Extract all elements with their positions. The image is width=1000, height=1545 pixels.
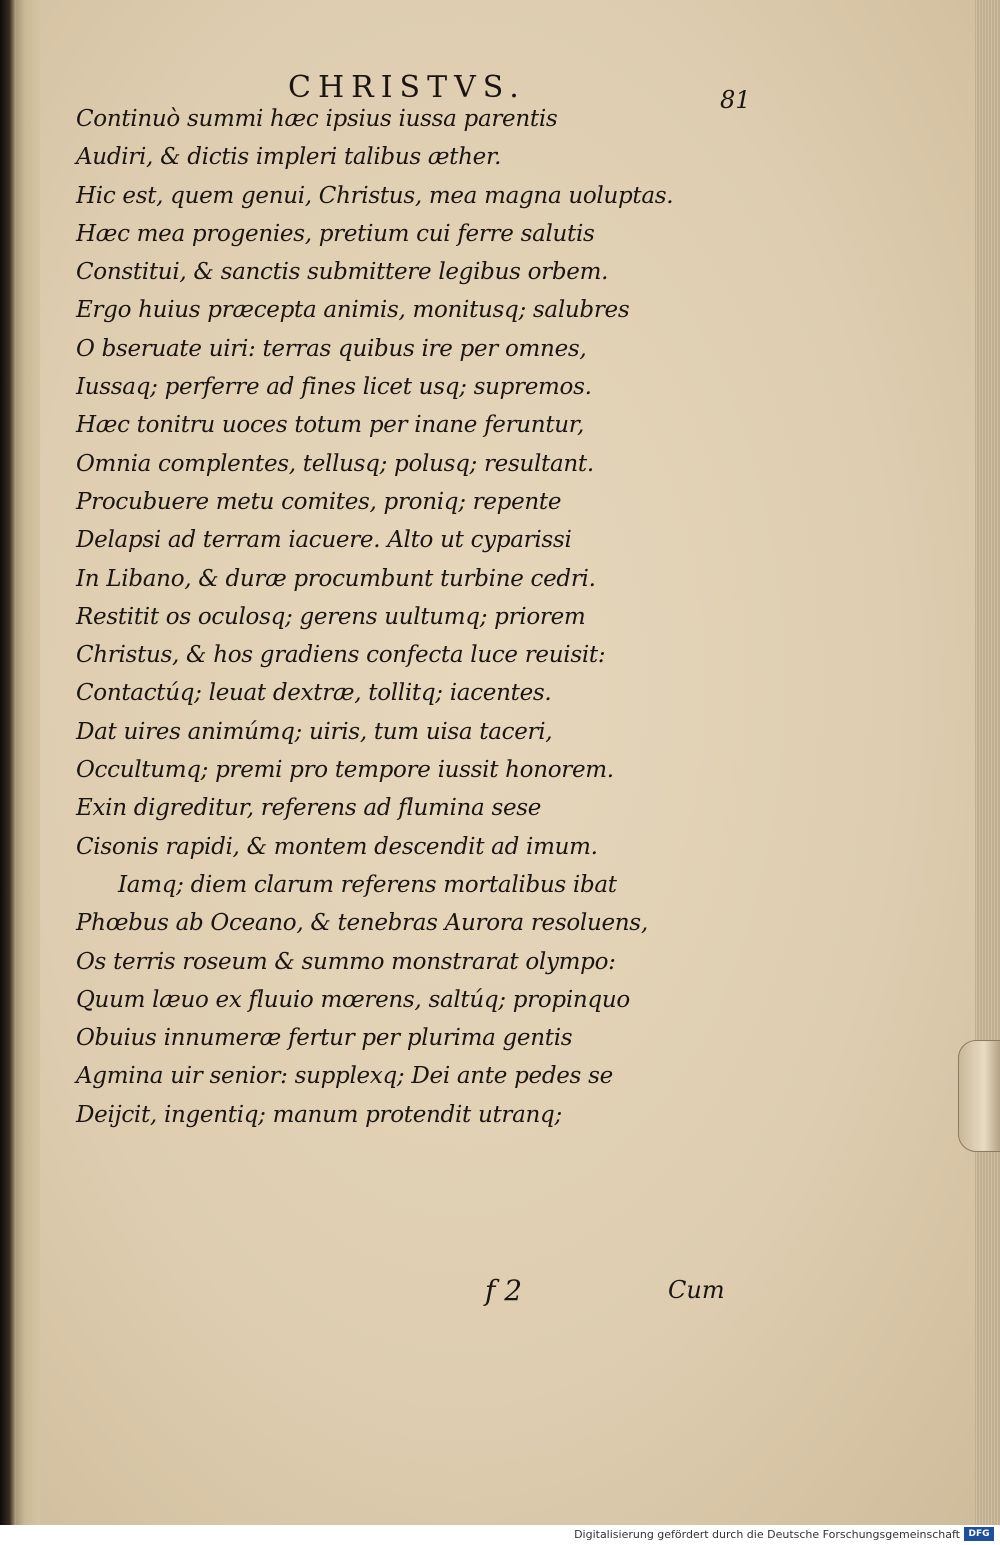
verse-line: Iussaq; perferre ad fines licet usq; supremos. [76, 374, 592, 401]
verse-line: Phœbus ab Oceano, & tenebras Aurora resoluens, [76, 910, 648, 937]
funding-note: Digitalisierung gefördert durch die Deutsche Forschungsgemeinschaft [574, 1528, 960, 1541]
verse-line: Christus, & hos gradiens confecta luce reuisit: [76, 642, 606, 669]
verse-line: Continuò summi hæc ipsius iussa parentis [76, 106, 558, 132]
verse-text-block [76, 100, 756, 1134]
footer-bar [0, 1525, 1000, 1545]
verse-line: Cisonis rapidi, & montem descendit ad imum. [76, 833, 598, 860]
verse-line: Constitui, & sanctis submittere legibus orbem. [76, 259, 609, 286]
verse-line: Delapsi ad terram iacuere. Alto ut cyparissi [76, 527, 572, 554]
verse-line: Dat uires animúmq; uiris, tum uisa taceri, [76, 718, 553, 745]
book-spine-shadow [0, 0, 16, 1525]
signature-mark: f 2 [485, 1274, 523, 1307]
verse-line: Hic est, quem genui, Christus, mea magna uoluptas. [76, 182, 674, 209]
verse-line: Agmina uir senior: supplexq; Dei ante pedes se [76, 1063, 613, 1090]
verse-line: Occultumq; premi pro tempore iussit honorem. [76, 757, 614, 784]
verse-line: Omnia complentes, tellusq; polusq; resultant. [76, 450, 594, 477]
verse-line: Hæc mea progenies, pretium cui ferre salutis [76, 220, 595, 247]
catchword: Cum [668, 1276, 725, 1304]
verse-line: In Libano, & duræ procumbunt turbine cedri. [76, 565, 596, 592]
folio-number: 81 [720, 86, 751, 114]
verse-line: Procubuere metu comites, proniq; repente [76, 488, 562, 515]
verse-line: Contactúq; leuat dextræ, tollitq; iacentes. [76, 680, 552, 707]
verse-line: Os terris roseum & summo monstrarat olympo: [76, 948, 616, 975]
verse-line: Ergo huius præcepta animis, monitusq; salubres [76, 297, 630, 324]
verse-line: Exin digreditur, referens ad flumina sese [76, 795, 542, 822]
running-head: CHRISTVS. [288, 70, 526, 105]
verse-line: Audiri, & dictis impleri talibus æther. [76, 144, 502, 171]
verse-line: Iamq; diem clarum referens mortalibus ibat [118, 871, 617, 898]
verse-line: Obuius innumeræ fertur per plurima gentis [76, 1025, 573, 1052]
page-stack-edge [975, 0, 1000, 1525]
verse-line: Quum læuo ex fluuio mœrens, saltúq; propinquo [76, 986, 630, 1013]
verse-line: Hæc tonitru uoces totum per inane feruntur, [76, 412, 584, 439]
dfg-logo-icon: DFG [964, 1527, 994, 1541]
verse-line: Restitit os oculosq; gerens uultumq; priorem [76, 603, 586, 630]
verse-line: Deijcit, ingentiq; manum protendit utranq; [76, 1101, 562, 1128]
verse-line: O bseruate uiri: terras quibus ire per omnes, [76, 335, 587, 362]
book-clasp [958, 1040, 1000, 1152]
